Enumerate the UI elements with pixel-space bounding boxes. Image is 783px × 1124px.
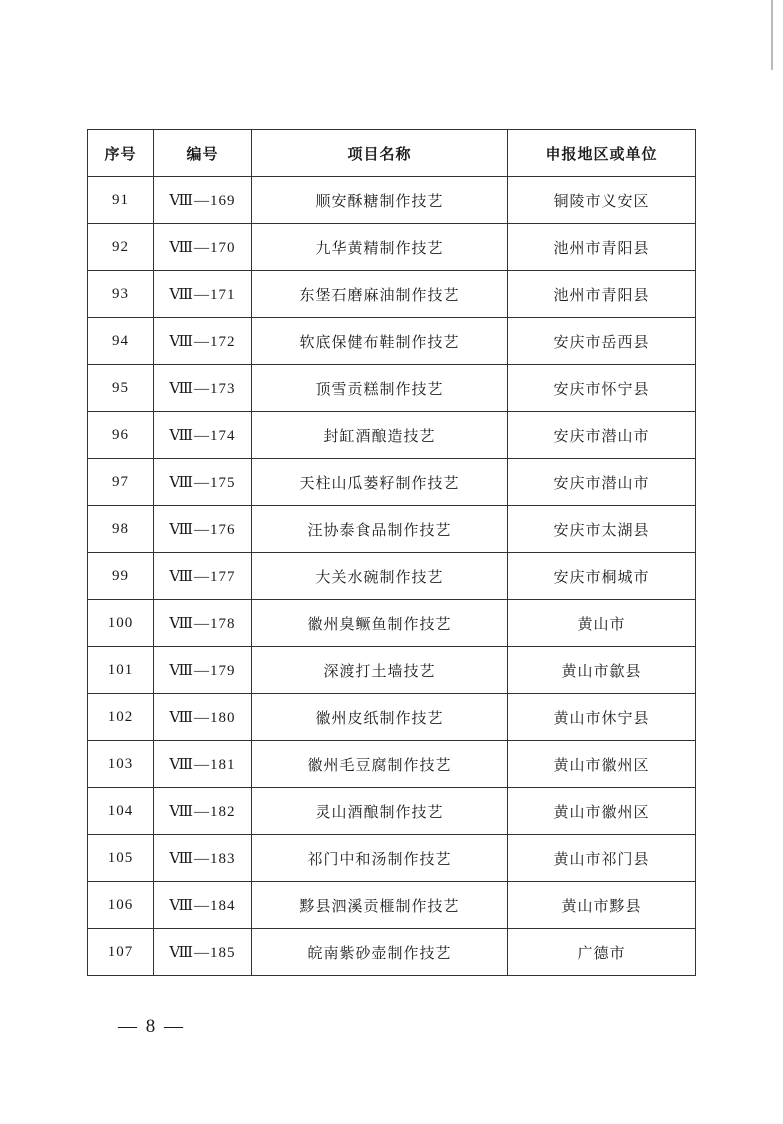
cell-region: 安庆市怀宁县: [508, 365, 696, 412]
table-row: [88, 882, 696, 929]
cell-region: 黄山市: [508, 600, 696, 647]
cell-region: 池州市青阳县: [508, 224, 696, 271]
cell-project-name: 顺安酥糖制作技艺: [252, 177, 508, 224]
header-region: 申报地区或单位: [508, 130, 696, 177]
cell-index: 101: [88, 647, 154, 694]
cell-region: 安庆市岳西县: [508, 318, 696, 365]
cell-region: 黄山市黟县: [508, 882, 696, 929]
cell-code: Ⅷ—179: [154, 647, 252, 694]
table-row: [88, 412, 696, 459]
cell-index: 98: [88, 506, 154, 553]
heritage-project-table: [87, 129, 696, 976]
cell-code: Ⅷ—176: [154, 506, 252, 553]
cell-code: Ⅷ—183: [154, 835, 252, 882]
cell-index: 95: [88, 365, 154, 412]
cell-index: 105: [88, 835, 154, 882]
cell-project-name: 软底保健布鞋制作技艺: [252, 318, 508, 365]
cell-code: Ⅷ—177: [154, 553, 252, 600]
cell-region: 池州市青阳县: [508, 271, 696, 318]
cell-region: 黄山市徽州区: [508, 788, 696, 835]
cell-code: Ⅷ—170: [154, 224, 252, 271]
cell-index: 100: [88, 600, 154, 647]
cell-project-name: 封缸酒酿造技艺: [252, 412, 508, 459]
cell-region: 黄山市歙县: [508, 647, 696, 694]
cell-project-name: 深渡打土墙技艺: [252, 647, 508, 694]
cell-project-name: 汪协泰食品制作技艺: [252, 506, 508, 553]
cell-code: Ⅷ—181: [154, 741, 252, 788]
cell-index: 107: [88, 929, 154, 976]
cell-code: Ⅷ—178: [154, 600, 252, 647]
cell-index: 93: [88, 271, 154, 318]
cell-code: Ⅷ—174: [154, 412, 252, 459]
cell-region: 黄山市祁门县: [508, 835, 696, 882]
table-row: [88, 741, 696, 788]
table-row: [88, 318, 696, 365]
cell-project-name: 灵山酒酿制作技艺: [252, 788, 508, 835]
header-project-name: 项目名称: [252, 130, 508, 177]
table-row: [88, 177, 696, 224]
cell-index: 97: [88, 459, 154, 506]
cell-region: 黄山市休宁县: [508, 694, 696, 741]
cell-project-name: 徽州皮纸制作技艺: [252, 694, 508, 741]
cell-index: 96: [88, 412, 154, 459]
cell-code: Ⅷ—169: [154, 177, 252, 224]
cell-index: 94: [88, 318, 154, 365]
cell-code: Ⅷ—172: [154, 318, 252, 365]
cell-code: Ⅷ—171: [154, 271, 252, 318]
cell-index: 91: [88, 177, 154, 224]
header-index: 序号: [88, 130, 154, 177]
cell-region: 安庆市桐城市: [508, 553, 696, 600]
cell-index: 99: [88, 553, 154, 600]
cell-project-name: 东堡石磨麻油制作技艺: [252, 271, 508, 318]
cell-region: 安庆市潜山市: [508, 412, 696, 459]
cell-index: 106: [88, 882, 154, 929]
cell-region: 安庆市潜山市: [508, 459, 696, 506]
cell-project-name: 大关水碗制作技艺: [252, 553, 508, 600]
table-row: [88, 929, 696, 976]
table-row: [88, 835, 696, 882]
scan-edge-mark: [771, 0, 773, 70]
cell-project-name: 徽州毛豆腐制作技艺: [252, 741, 508, 788]
table-row: [88, 600, 696, 647]
cell-project-name: 祁门中和汤制作技艺: [252, 835, 508, 882]
cell-region: 广德市: [508, 929, 696, 976]
table-row: [88, 365, 696, 412]
cell-project-name: 徽州臭鳜鱼制作技艺: [252, 600, 508, 647]
page-number: — 8 —: [118, 1016, 185, 1037]
table-row: [88, 553, 696, 600]
table-row: [88, 647, 696, 694]
table-row: [88, 788, 696, 835]
cell-index: 102: [88, 694, 154, 741]
cell-code: Ⅷ—180: [154, 694, 252, 741]
table-row: [88, 694, 696, 741]
cell-project-name: 黟县泗溪贡榧制作技艺: [252, 882, 508, 929]
cell-region: 铜陵市义安区: [508, 177, 696, 224]
cell-project-name: 天柱山瓜蒌籽制作技艺: [252, 459, 508, 506]
table-row: [88, 224, 696, 271]
cell-region: 黄山市徽州区: [508, 741, 696, 788]
cell-project-name: 九华黄精制作技艺: [252, 224, 508, 271]
table-row: [88, 459, 696, 506]
table-body: [88, 177, 696, 976]
cell-code: Ⅷ—173: [154, 365, 252, 412]
header-code: 编号: [154, 130, 252, 177]
cell-code: Ⅷ—184: [154, 882, 252, 929]
cell-code: Ⅷ—175: [154, 459, 252, 506]
cell-project-name: 皖南紫砂壶制作技艺: [252, 929, 508, 976]
table-header-row: [88, 130, 696, 177]
table-row: [88, 271, 696, 318]
cell-index: 92: [88, 224, 154, 271]
cell-project-name: 顶雪贡糕制作技艺: [252, 365, 508, 412]
table-row: [88, 506, 696, 553]
cell-code: Ⅷ—182: [154, 788, 252, 835]
cell-region: 安庆市太湖县: [508, 506, 696, 553]
cell-code: Ⅷ—185: [154, 929, 252, 976]
cell-index: 104: [88, 788, 154, 835]
cell-index: 103: [88, 741, 154, 788]
